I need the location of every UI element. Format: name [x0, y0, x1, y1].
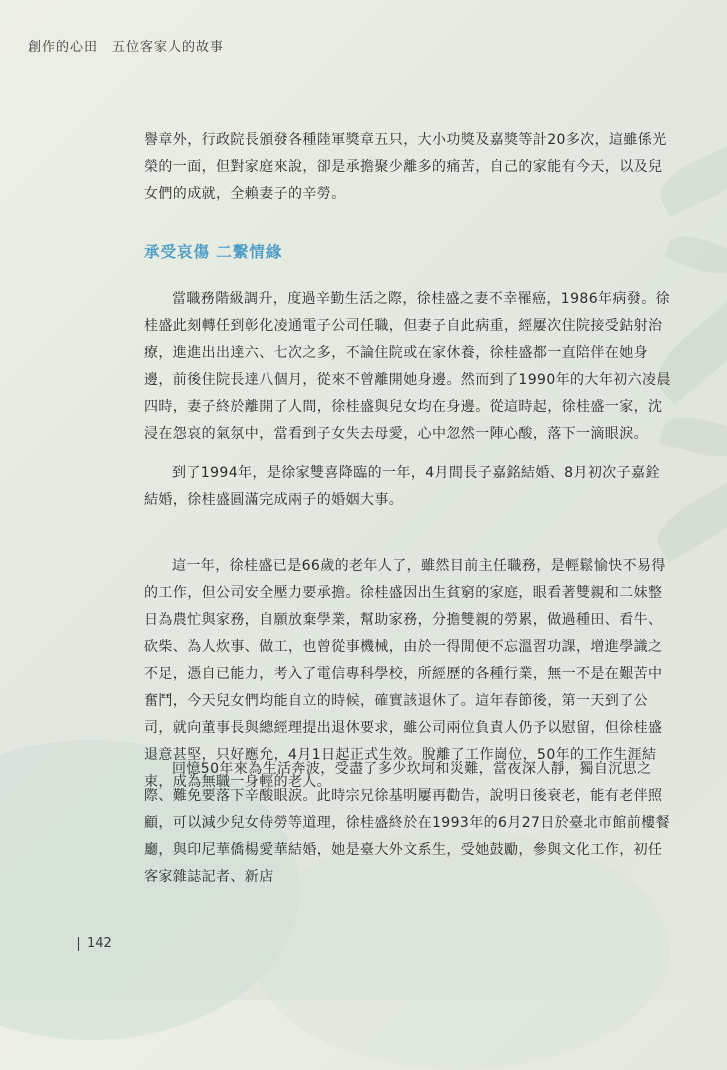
page-number-value: 142 — [87, 936, 112, 951]
book-title: 創作的心田 — [28, 40, 99, 55]
paragraph: 當職務階級調升，度過辛勤生活之際，徐桂盛之妻不幸罹癌，1986年病發。徐桂盛此刻轉任到彰化凌通電子公司任職，但妻子自此病重，經屢次住院接受鈷射治療，進進出出達六、七次之多，不論住院或在家休養，徐桂盛都一直陪伴在她身邊，前後住院長達八個月，從來不曾離開她身邊。然而到了1990年的大年初六凌晨四時，妻子終於離開了人間，徐桂盛與兒女均在身邊。從這時起，徐桂盛一家，沈浸在怨哀的氣氛中，當看到子女失去母愛，心中忽然一陣心酸，落下一滴眼淚。 — [144, 291, 671, 442]
paragraph-continued: 譽章外，行政院長頒發各種陸軍獎章五只，大小功獎及嘉獎等計20多次，這雖係光榮的一面，但對家庭來說，卻是承擔聚少離多的痛苦，自己的家能有今天，以及兒女們的成就，全賴妻子的辛勞。 — [144, 132, 667, 202]
decorative-leaf — [664, 229, 727, 281]
paragraph: 這一年，徐桂盛已是66歲的老年人了，雖然目前主任職務，是輕鬆愉快不易得的工作，但公司安全壓力要承擔。徐桂盛因出生貧窮的家庭，眼看著雙親和二妹整日為農忙與家務，自願放棄學業，幫助家務，分擔雙親的勞累，做過種田、看牛、砍柴、為人炊事、做工，也曾從事機械，由於一得閒便不忘溫習功課，增進學識之不足，憑自已能力，考入了電信專科學校，所經歷的各種行業，無一不是在艱苦中奮鬥，今天兒女們均能自立的時候，確實該退休了。這年春節後，第一天到了公司，就向董事長與總經理提出退休要求，雖公司兩位負責人仍予以慰留，但徐桂盛退意甚堅，只好應允，4月1日起正式生效。脫離了工作崗位，50年的工作生涯結束，成為無職一身輕的老人。 — [144, 558, 666, 790]
page-number — [78, 936, 112, 951]
chapter-title: 五位客家人的故事 — [112, 40, 225, 55]
section-heading: 承受哀傷 二繫情緣 — [144, 243, 283, 261]
running-header — [28, 36, 224, 55]
paragraph: 回憶50年來為生活奔波，受盡了多少坎坷和災難，當夜深人靜，獨自沉思之際、難免要落下辛酸眼淚。此時宗兄徐基明屢再勸告，說明日後衰老，能有老伴照顧，可以減少兒女侍勞等道理，徐桂盛終於在1993年的6月27日於臺北市館前樓餐廳，與印尼華僑楊愛華結婚，她是臺大外文系生，受她鼓勵，參與文化工作，初任客家雜誌記者、新店 — [144, 761, 670, 885]
page-number-divider — [78, 937, 79, 951]
paragraph: 到了1994年，是徐家雙喜降臨的一年，4月間長子嘉銘結婚、8月初次子嘉銓結婚，徐桂盛圓滿完成兩子的婚姻大事。 — [144, 465, 660, 508]
